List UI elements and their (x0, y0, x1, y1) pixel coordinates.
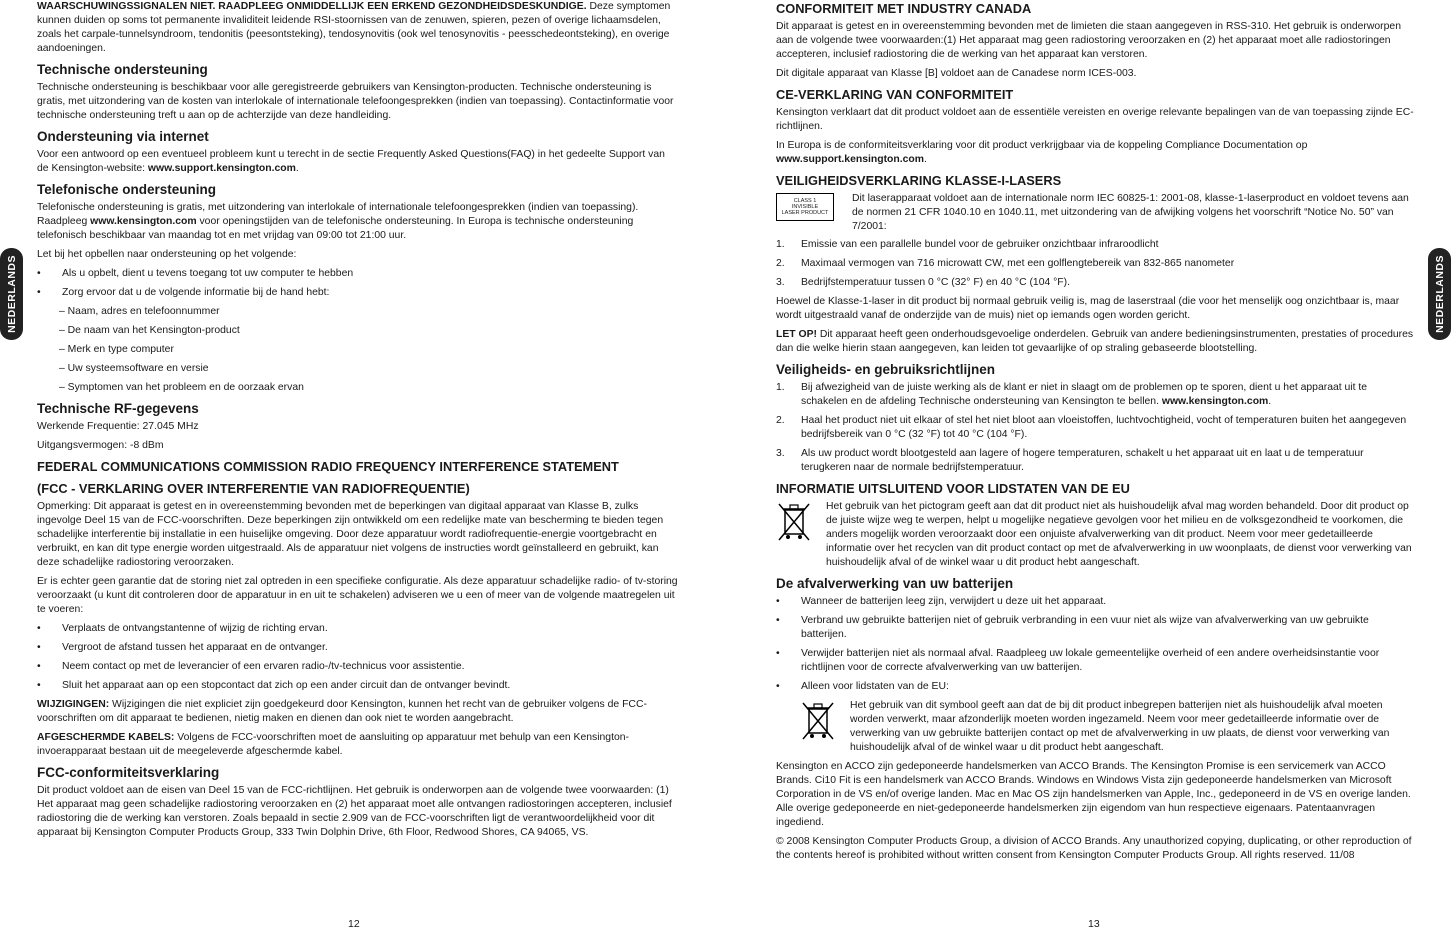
ce-paragraph-1: Kensington verklaart dat dit product voldoet aan de essentiële vereisten en overige relevante bepalingen van de van toepassing zijnde EC-richtlijnen. (776, 107, 1414, 132)
ce-heading: CE-VERKLARING VAN CONFORMITEIT (776, 87, 1014, 102)
internet-support-paragraph: Voor een antwoord op een eventueel probleem kunt u terecht in de sectie Frequently Asked Questions(FAQ) in het gedeelte Support van de Kensington-website: www.support.kensington.com. (37, 149, 665, 174)
fcc-paragraph-1: Opmerking: Dit apparaat is getest en in overeenstemming bevonden met de beperkingen van digitaal apparaat van Klasse B, zulks ingevolge Deel 15 van de FCC-voorschriften. Deze beperkingen zijn ontwikkeld om een redelijke mate van bescherming te bieden tegen schadelijke interferentie bij installatie in een huiselijke omgeving. Door deze apparatuur wordt radiofrequentie-energie voortgebracht en verbruikt, en kan dit type energie worden uitgestraald. Als de apparatuur niet volgens de instructies wordt geïnstalleerd en gebruikt, kan deze schadelijke radiostoring veroorzaken. (37, 501, 664, 568)
ce-paragraph-2: In Europa is de conformiteitsverklaring voor dit product verkrijgbaar via de koppeling Compliance Documentation op www.support.kensington.com. (776, 140, 1308, 165)
list-item: • Zorg ervoor dat u de volgende informatie bij de hand hebt: (37, 286, 679, 300)
fcc-measures-list (37, 622, 679, 693)
list-item: 1. Bij afwezigheid van de juiste werking als de klant er niet in slaagt om de problemen op te sporen, dient u het apparaat uit te schakelen en de afdeling Technische ondersteuning van Kensington te bellen. www.kensington.com. (776, 382, 1368, 407)
list-item: 1. Emissie van een parallelle bundel voor de gebruiker onzichtbaar infraroodlicht (776, 239, 1159, 250)
shielded-cables-paragraph: AFGESCHERMDE KABELS: Volgens de FCC-voorschriften moet de aansluiting op apparatuur met behulp van een Kensington-invoerapparaat bestaan uit de meegeleverde afgeschermde kabel. (37, 732, 629, 757)
rf-output-power: Uitgangsvermogen: -8 dBm (37, 440, 164, 451)
safety-list (776, 381, 1414, 475)
language-tab-label: NEDERLANDS (1433, 255, 1446, 333)
list-item: • Sluit het apparaat aan op een stopcontact dat zich op een ander circuit dan de ontvanger bevindt. (37, 679, 679, 693)
fcc-conformity-paragraph: Dit product voldoet aan de eisen van Deel 15 van de FCC-richtlijnen. Het gebruik is onderworpen aan de volgende twee voorwaarden: (1) Het apparaat mag geen schadelijke radiostoring veroorzaken en (2) het apparaat moet alle ontvangen radiostoringen accepteren, inclusief radiostoring die de werking kan verstoren. Zoals bepaald in sectie 2.909 van de FCC-voorschriften ligt de verantwoordelijkheid voor dit apparaat bij Kensington Computer Products Group, 333 Twin Dolphin Drive, 6th Floor, Redwood Shores, CA 94065, VS. (37, 785, 672, 838)
phone-support-paragraph: Telefonische ondersteuning is gratis, met uitzondering van interlokale of internationale telefoongesprekken (indien van toepassing). Raadpleeg www.kensington.com voor openingstijden van de telefonische ondersteuning. In Europa is technische ondersteuning telefonisch beschikbaar van maandag tot en met vrijdag van 09:00 tot 21:00 uur. (37, 202, 639, 241)
language-tab-label: NEDERLANDS (5, 255, 18, 333)
battery-paragraph: Het gebruik van dit symbool geeft aan dat de bij dit product inbegrepen batterijen niet als huishoudelijk afval moeten worden verwerkt, maar afzonderlijk moeten worden ingezameld. Neem voor meer gedetailleerde informatie over de verwerking van uw gebruikte batterijen contact op met de afvalverwerking in uw plaats, de dienst voor verwerking van huishoudelijk afval of de winkel waar u dit product hebt aangeschaft. (850, 700, 1390, 753)
phone-support-note: Let bij het opbellen naar ondersteuning op het volgende: (37, 249, 297, 260)
laser-heading: VEILIGHEIDSVERKLARING KLASSE-I-LASERS (776, 173, 1062, 188)
list-item: • Verwijder batterijen niet als normaal afval. Raadpleeg uw lokale gemeentelijke overheid of een andere overheidsinstantie voor richtlijnen voor de correcte afvalverwerking van uw batterijen. (776, 647, 1414, 675)
eu-heading: INFORMATIE UITSLUITEND VOOR LIDSTATEN VAN DE EU (776, 481, 1130, 496)
tech-support-heading: Technische ondersteuning (37, 62, 208, 77)
list-item: • Vergroot de afstand tussen het apparaat en de ontvanger. (37, 641, 679, 655)
battery-notice (800, 699, 1414, 755)
rf-frequency: Werkende Frequentie: 27.045 MHz (37, 421, 199, 432)
canada-paragraph-2: Dit digitale apparaat van Klasse [B] voldoet aan de Canadese norm ICES-003. (776, 68, 1137, 79)
rf-data-heading: Technische RF-gegevens (37, 401, 199, 416)
laser-spec-list (776, 238, 1414, 290)
phone-support-heading: Telefonische ondersteuning (37, 182, 217, 197)
laser-notice (776, 192, 1414, 234)
tech-support-paragraph: Technische ondersteuning is beschikbaar voor alle geregistreerde gebruikers van Kensington-producten. Technische ondersteuning is gratis, met uitzondering van de kosten van interlokale of internationale telefoongesprekken (indien van toepassing). Contactinformatie voor technische ondersteuning treft u aan op de achterzijde van deze handleiding. (37, 82, 674, 121)
phone-support-list (37, 267, 679, 300)
eu-notice (776, 500, 1414, 570)
caution-paragraph: LET OP! Dit apparaat heeft geen onderhoudsgevoelige onderdelen. Gebruik van andere bedieningsinstrumenten, prestaties of procedures dan die welke hierin staan aangegeven, kan leiden tot gevaarlijke of op straling gebaseerde blootstelling. (776, 329, 1414, 354)
copyright-paragraph: © 2008 Kensington Computer Products Group, a division of ACCO Brands. Any unauthorized copying, duplicating, or other reproduction of the contents hereof is prohibited without written consent from Kensington Computer Products Group. All rights reserved. 11/08 (776, 836, 1412, 861)
warning-text: Deze symptomen kunnen duiden op soms tot permanente invaliditeit leidende RSI-stoornissen van de zenuwen, spieren, pezen of overige lichaamsdelen, zoals het carpale-tunnelsyndroom, tendonitis (peesontsteking), tendosynovitis (ook wel tenosynovitis - peesschedeontsteking), en overige aandoeningen. (37, 1, 671, 54)
battery-list (776, 595, 1414, 694)
laser-paragraph: Dit laserapparaat voldoet aan de internationale norm IEC 60825-1: 2001-08, klasse-1-laserproduct en voldoet tevens aan de normen 21 CFR 1040.10 en 1040.11, met uitzondering van de afwijking volgens het voorschrift “Notice No. 50” van 7/2001: (852, 193, 1409, 232)
info-dash-item: – Symptomen van het probleem en de oorzaak ervan (59, 382, 304, 393)
support-website-link[interactable]: www.support.kensington.com (147, 163, 296, 174)
compliance-link[interactable]: www.support.kensington.com (776, 154, 924, 165)
crossed-bin-icon (800, 699, 836, 743)
fcc-paragraph-2: Er is echter geen garantie dat de storing niet zal optreden in een specifieke configuratie. Als deze apparatuur schadelijke radio- of tv-storing veroorzaakt (u kunt dit controleren door de apparatuur in en uit te schakelen) adviseren we u een of meer van de volgende maatregelen uit te voeren: (37, 576, 678, 615)
canada-paragraph-1: Dit apparaat is getest en in overeenstemming bevonden met de limieten die staan aangegeven in RSS-310. Het gebruik is onderworpen aan de volgende twee voorwaarden:(1) Het apparaat mag geen radiostoring veroorzaken en (2) het apparaat moet alle radiostoringen accepteren, inclusief radiostoring die de werking van het apparaat kan verstoren. (776, 21, 1401, 60)
battery-heading: De afvalverwerking van uw batterijen (776, 576, 1014, 591)
page-number-left: 12 (348, 918, 360, 930)
page-number-right: 13 (1088, 918, 1100, 930)
safety-heading: Veiligheids- en gebruiksrichtlijnen (776, 362, 996, 377)
warning-bold: WAARSCHUWINGSSIGNALEN NIET. RAADPLEEG ONMIDDELLIJK EEN ERKEND GEZONDHEIDSDESKUNDIGE. (37, 1, 587, 12)
list-item: • Verplaats de ontvangstantenne of wijzig de richting ervan. (37, 622, 679, 636)
fcc-subheading: (FCC - VERKLARING OVER INTERFERENTIE VAN RADIOFREQUENTIE) (37, 481, 470, 496)
list-item: • Als u opbelt, dient u tevens toegang tot uw computer te hebben (37, 267, 679, 281)
info-dash-item: – De naam van het Kensington-product (59, 325, 240, 336)
list-item: 3. Bedrijfstemperatuur tussen 0 °C (32° F) en 40 °C (104 °F). (776, 277, 1070, 288)
laser-paragraph-2: Hoewel de Klasse-1-laser in dit product bij normaal gebruik veilig is, mag de laserstraal (die voor het menselijk oog onzichtbaar is, maar wordt uitgestraald vanaf de onderzijde van de muis) niet op iemands ogen worden gericht. (776, 296, 1400, 321)
kensington-website-link[interactable]: www.kensington.com (90, 216, 197, 227)
language-tab-left (0, 248, 23, 340)
warning-paragraph (37, 0, 679, 56)
fcc-heading: FEDERAL COMMUNICATIONS COMMISSION RADIO FREQUENCY INTERFERENCE STATEMENT (37, 459, 619, 474)
kensington-website-link[interactable]: www.kensington.com (1161, 396, 1269, 407)
crossed-bin-icon (776, 500, 812, 544)
trademark-paragraph: Kensington en ACCO zijn gedeponeerde handelsmerken van ACCO Brands. The Kensington Promise is een servicemerk van ACCO Brands. Ci10 Fit is een handelsmerk van ACCO Brands. Windows en Windows Vista zijn gedeponeerde handelsmerken van Microsoft Corporation in de VS en/of overige landen. Mac en Mac OS zijn handelsmerken van Apple, Inc., gedeponeerd in de VS en overige landen. Alle overige gedeponeerde en niet-gedeponeerde handelsmerken zijn eigendom van hun respectieve eigenaars. Patentaanvragen ingediend. (776, 761, 1411, 828)
language-tab-right (1428, 248, 1451, 340)
laser-class-label-icon: CLASS 1 INVISIBLE LASER PRODUCT (776, 193, 834, 221)
list-item: 2. Maximaal vermogen van 716 microwatt CW, met een golflengtebereik van 832-865 nanometer (776, 258, 1235, 269)
info-dash-item: – Merk en type computer (59, 344, 174, 355)
list-item: • Verbrand uw gebruikte batterijen niet of gebruik verbranding in een vuur niet als wijze van afvalverwerking van uw gebruikte batterijen. (776, 614, 1414, 642)
list-item: • Alleen voor lidstaten van de EU: (776, 680, 1414, 694)
list-item: 3. Als uw product wordt blootgesteld aan lagere of hogere temperaturen, schakelt u het apparaat uit en laat u de temperatuur terugkeren naar de normale bedrijfstemperatuur. (776, 448, 1364, 473)
list-item: • Wanneer de batterijen leeg zijn, verwijdert u deze uit het apparaat. (776, 595, 1414, 609)
changes-paragraph: WIJZIGINGEN: Wijzigingen die niet expliciet zijn goedgekeurd door Kensington, kunnen het recht van de gebruiker volgens de FCC-voorschriften om dit apparaat te bedienen, nietig maken en dienen dan ook niet te worden aangebracht. (37, 699, 647, 724)
right-page-column (776, 0, 1414, 868)
list-item: • Neem contact op met de leverancier of een ervaren radio-/tv-technicus voor assistentie. (37, 660, 679, 674)
info-dash-item: – Uw systeemsoftware en versie (59, 363, 209, 374)
internet-support-heading: Ondersteuning via internet (37, 129, 209, 144)
canada-heading: CONFORMITEIT MET INDUSTRY CANADA (776, 1, 1032, 16)
list-item: 2. Haal het product niet uit elkaar of stel het niet bloot aan vloeistoffen, luchtvochtigheid, vocht of temperaturen buiten het aangegeven bedrijfsbereik van 0 °C (32 °F) tot 40 °C (104 °F). (776, 415, 1407, 440)
fcc-conformity-heading: FCC-conformiteitsverklaring (37, 765, 220, 780)
left-page-column (37, 0, 679, 845)
info-dash-item: – Naam, adres en telefoonnummer (59, 306, 220, 317)
eu-paragraph: Het gebruik van het pictogram geeft aan dat dit product niet als huishoudelijk afval mag worden behandeld. Door dit product op de juiste wijze weg te werpen, helpt u mogelijke negatieve gevolgen voor het milieu en de volksgezondheid te voorkomen, die anders mogelijk worden veroorzaakt door een onjuiste afvalverwerking van dit product. Neem voor meer gedetailleerde informatie over het recyclen van dit product contact op met de afvalverwerking in uw woonplaats, de dienst voor verwerking van huishoudelijk afval of de winkel waar u dit product hebt aangeschaft. (826, 501, 1412, 568)
